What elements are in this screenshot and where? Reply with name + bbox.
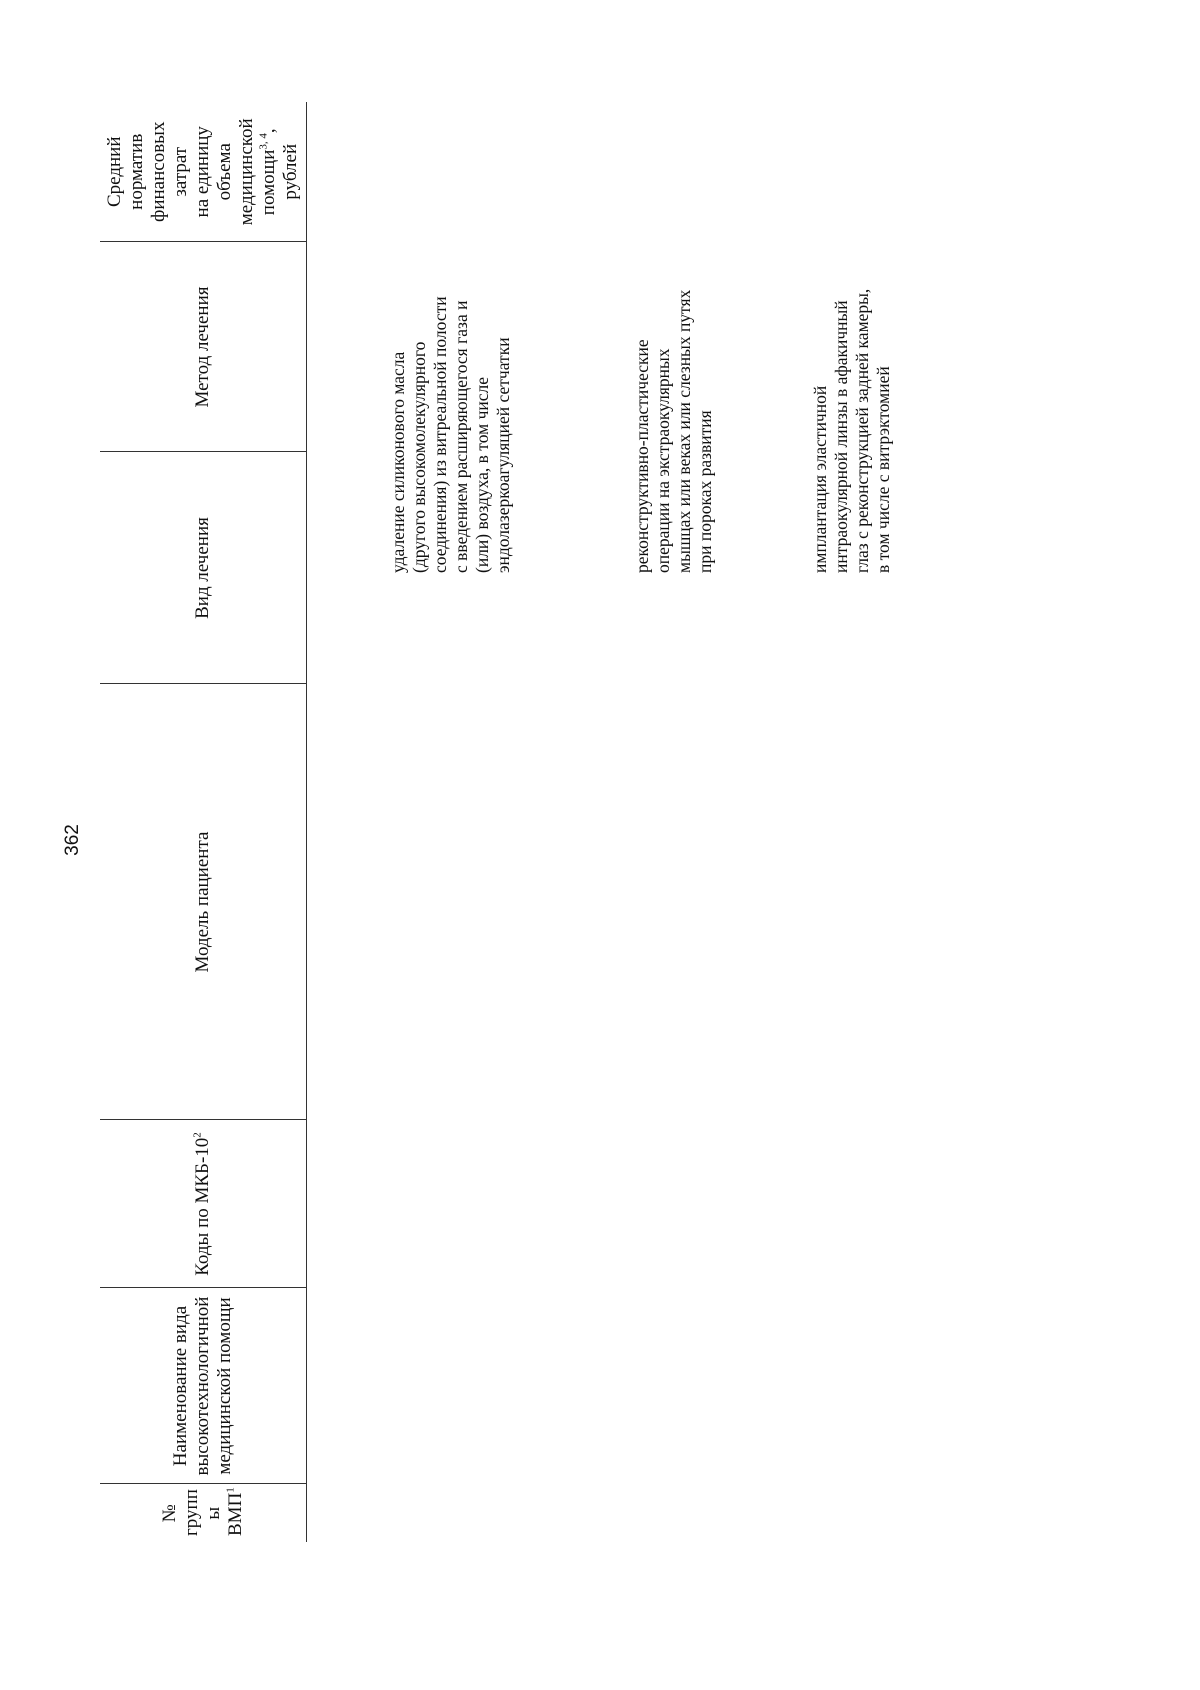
- header-group-no: № групп ы ВМП$^1$: [100, 1484, 307, 1542]
- header-name: Наименование вида высокотехнологичной медицинской помощи: [100, 1288, 307, 1484]
- method-item-iol-implantation: имплантация эластичной интраокулярной линзы в афакичный глаз с реконструкцией задней камеры, в том числе с витрэктомией: [810, 288, 893, 573]
- header-patient-model: Модель пациента: [100, 684, 307, 1120]
- cost-line: помощи$^{3, 4}$, рублей: [257, 128, 301, 216]
- method-item-silicone-oil-removal: удаление силиконового масла (другого высокомолекулярного соединения) из витреальной полости с введением расширяющегося газа и (или) воздуха, в том числе эндолазеркоагуляцией сетчатки: [388, 296, 513, 573]
- header-cost: [100, 102, 307, 242]
- cost-line: Средний норматив: [104, 133, 147, 210]
- header-row: [100, 102, 307, 1542]
- method-item-reconstructive-surgery: реконструктивно-пластические операции на экстраокулярных мышцах или веках или слезных путях при пороках развития: [632, 289, 715, 573]
- header-treatment-type: Вид лечения: [100, 452, 307, 684]
- header-table: [100, 102, 307, 1542]
- header-treatment-method: Метод лечения: [100, 242, 307, 452]
- header-icd-codes: Коды по МКБ-$10^2$: [100, 1120, 307, 1288]
- cost-line: на единицу объема: [192, 126, 235, 218]
- cost-line: медицинской: [236, 118, 257, 226]
- page-number: 362: [62, 824, 83, 856]
- cost-line: финансовых затрат: [148, 121, 191, 222]
